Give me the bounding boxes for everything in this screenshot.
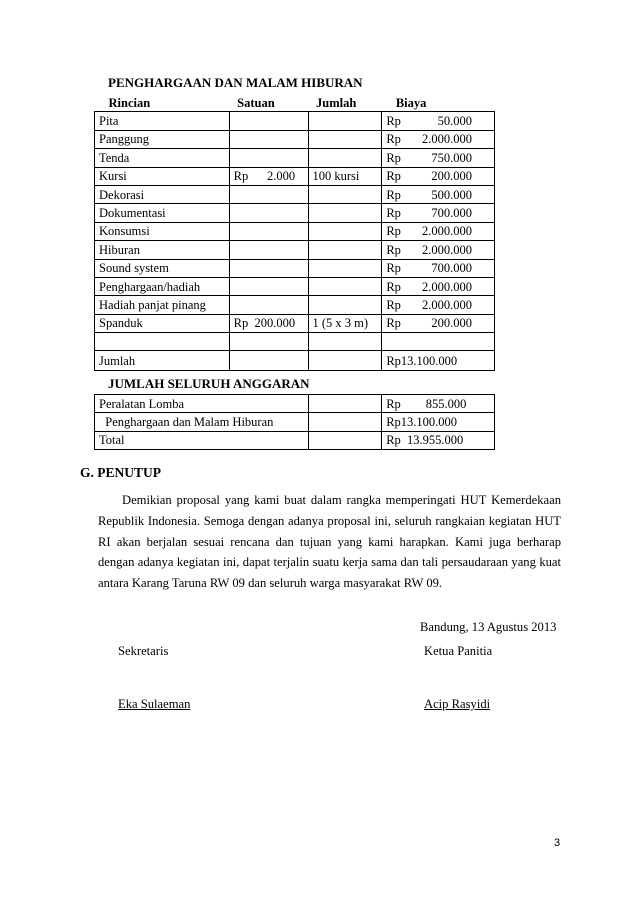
header-biaya: Biaya xyxy=(382,94,495,112)
table-total-row xyxy=(95,351,495,371)
rincian-cell: Hadiah panjat pinang xyxy=(95,296,230,314)
satuan-cell xyxy=(229,222,308,240)
currency-label: Rp xyxy=(386,132,401,147)
satuan-cell xyxy=(229,130,308,148)
rincian-cell: Dekorasi xyxy=(95,185,230,203)
amount-value: 50.000 xyxy=(437,114,472,129)
table-header-row xyxy=(95,94,495,112)
jumlah-cell xyxy=(308,204,382,222)
table-cell xyxy=(229,351,308,371)
table-cell xyxy=(308,431,381,449)
jumlah-cell: 100 kursi xyxy=(308,167,382,185)
jumlah-cell xyxy=(308,130,382,148)
budget-table-penghargaan xyxy=(94,94,495,371)
amount-value: 2.000.000 xyxy=(422,242,472,257)
jumlah-cell xyxy=(308,149,382,167)
table-row xyxy=(95,333,495,351)
rincian-cell: Dokumentasi xyxy=(95,204,230,222)
summary-value: Rp 13.955.000 xyxy=(382,431,495,449)
right-role: Ketua Panitia xyxy=(424,644,493,658)
rincian-cell: Konsumsi xyxy=(95,222,230,240)
jumlah-cell xyxy=(308,333,382,351)
biaya-cell xyxy=(382,130,495,148)
table-row xyxy=(95,314,495,332)
satuan-cell xyxy=(229,333,308,351)
currency-label: Rp xyxy=(386,242,401,257)
section-title-jumlah-anggaran: JUMLAH SELURUH ANGGARAN xyxy=(108,376,310,391)
amount-value: 2.000.000 xyxy=(422,224,472,239)
table-row xyxy=(95,413,495,431)
table-row xyxy=(95,130,495,148)
table-cell xyxy=(308,413,381,431)
rincian-cell: Tenda xyxy=(95,149,230,167)
header-satuan: Satuan xyxy=(229,94,308,112)
satuan-cell: Rp 2.000 xyxy=(229,167,308,185)
amount-value: 200.000 xyxy=(431,169,472,184)
satuan-cell xyxy=(229,204,308,222)
satuan-cell xyxy=(229,296,308,314)
table-row xyxy=(95,241,495,259)
currency-label: Rp xyxy=(386,316,401,331)
table-row xyxy=(95,204,495,222)
closing-paragraph: Demikian proposal yang kami buat dalam rangka memperingati HUT Kemerdekaan Republik Indonesia. Semoga dengan adanya proposal ini, seluruh rangkaian kegiatan HUT RI akan berjalan sesuai rencana dan tujuan yang kami harapkan. Kami juga berharap dengan adanya kegiatan ini, dapat terjalin suatu kerja sama dan tali persaudaraan yang kuat antara Karang Taruna RW 09 dan seluruh warga masyarakat RW 09. xyxy=(98,493,561,591)
satuan-cell xyxy=(229,149,308,167)
biaya-cell xyxy=(382,112,495,130)
amount-value: 700.000 xyxy=(431,261,472,276)
table-row xyxy=(95,431,495,449)
amount-value: 2.000.000 xyxy=(422,132,472,147)
table-row xyxy=(95,185,495,203)
place-date: Bandung, 13 Agustus 2013 xyxy=(420,620,557,634)
left-signatory-name: Eka Sulaeman xyxy=(118,697,191,711)
biaya-cell xyxy=(382,222,495,240)
jumlah-cell xyxy=(308,112,382,130)
section-title-penghargaan: PENGHARGAAN DAN MALAM HIBURAN xyxy=(108,75,363,90)
currency-label: Rp xyxy=(386,150,401,165)
currency-label: Rp xyxy=(386,279,401,294)
table-row xyxy=(95,112,495,130)
currency-label: Rp xyxy=(386,297,401,312)
left-role: Sekretaris xyxy=(118,644,169,658)
amount-value: 750.000 xyxy=(431,150,472,165)
satuan-cell xyxy=(229,185,308,203)
table-row xyxy=(95,259,495,277)
table-row xyxy=(95,149,495,167)
biaya-cell xyxy=(382,204,495,222)
rincian-cell: Sound system xyxy=(95,259,230,277)
table-row xyxy=(95,395,495,413)
amount-value: 700.000 xyxy=(431,206,472,221)
rincian-cell: Panggung xyxy=(95,130,230,148)
amount-value: 200.000 xyxy=(431,316,472,331)
table-row xyxy=(95,222,495,240)
rincian-cell: Spanduk xyxy=(95,314,230,332)
jumlah-cell xyxy=(308,241,382,259)
jumlah-cell xyxy=(308,277,382,295)
jumlah-cell xyxy=(308,296,382,314)
page-number: 3 xyxy=(554,837,561,849)
summary-value: Rp13.100.000 xyxy=(382,413,495,431)
summary-label: Total xyxy=(95,431,309,449)
biaya-cell xyxy=(382,241,495,259)
closing-heading: G. PENUTUP xyxy=(80,465,161,480)
header-rincian: Rincian xyxy=(95,94,230,112)
biaya-cell xyxy=(382,314,495,332)
table-cell xyxy=(308,395,381,413)
rincian-cell: Kursi xyxy=(95,167,230,185)
biaya-cell xyxy=(382,149,495,167)
jumlah-cell xyxy=(308,222,382,240)
amount-value: 500.000 xyxy=(431,187,472,202)
rincian-cell: Hiburan xyxy=(95,241,230,259)
satuan-cell xyxy=(229,259,308,277)
biaya-cell xyxy=(382,333,495,351)
header-jumlah: Jumlah xyxy=(308,94,382,112)
currency-label: Rp xyxy=(386,261,401,276)
satuan-cell: Rp 200.000 xyxy=(229,314,308,332)
currency-label: Rp xyxy=(386,169,401,184)
total-value: Rp13.100.000 xyxy=(382,351,495,371)
satuan-cell xyxy=(229,277,308,295)
biaya-cell xyxy=(382,259,495,277)
jumlah-cell xyxy=(308,185,382,203)
satuan-cell xyxy=(229,112,308,130)
jumlah-cell: 1 (5 x 3 m) xyxy=(308,314,382,332)
biaya-cell xyxy=(382,185,495,203)
currency-label: Rp xyxy=(386,114,401,129)
table-row xyxy=(95,277,495,295)
rincian-cell: Penghargaan/hadiah xyxy=(95,277,230,295)
jumlah-cell xyxy=(308,259,382,277)
total-label: Jumlah xyxy=(95,351,230,371)
rincian-cell: Pita xyxy=(95,112,230,130)
biaya-cell xyxy=(382,296,495,314)
currency-label: Rp xyxy=(386,224,401,239)
biaya-cell xyxy=(382,167,495,185)
currency-label: Rp xyxy=(386,206,401,221)
amount-value: 2.000.000 xyxy=(422,297,472,312)
satuan-cell xyxy=(229,241,308,259)
budget-table-summary xyxy=(94,394,495,450)
right-signatory-name: Acip Rasyidi xyxy=(424,697,491,711)
summary-label: Penghargaan dan Malam Hiburan xyxy=(95,413,309,431)
summary-label: Peralatan Lomba xyxy=(95,395,309,413)
rincian-cell xyxy=(95,333,230,351)
summary-value: Rp 855.000 xyxy=(382,395,495,413)
table-row xyxy=(95,296,495,314)
currency-label: Rp xyxy=(386,187,401,202)
table-cell xyxy=(308,351,382,371)
table-row xyxy=(95,167,495,185)
amount-value: 2.000.000 xyxy=(422,279,472,294)
biaya-cell xyxy=(382,277,495,295)
